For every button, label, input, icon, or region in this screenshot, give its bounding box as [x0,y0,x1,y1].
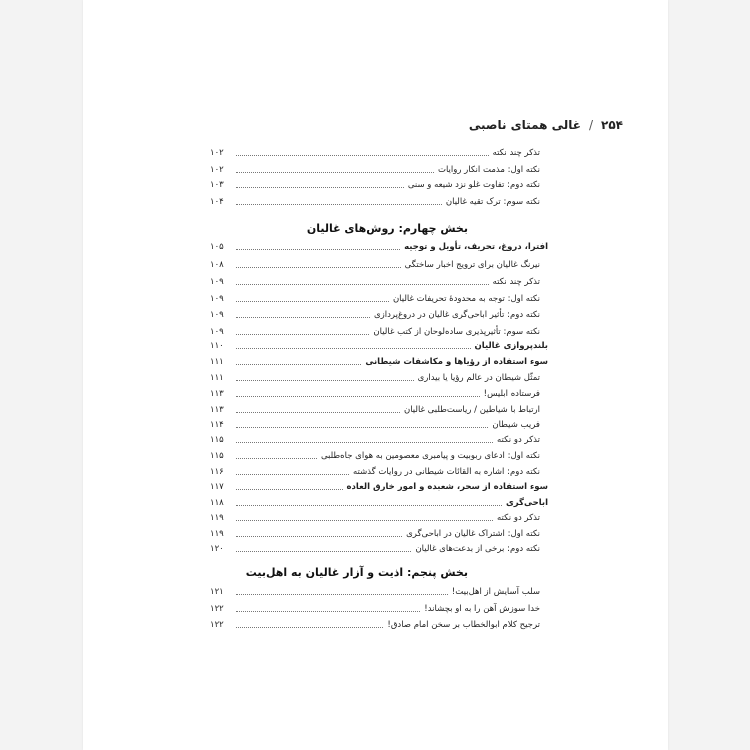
dot-leader [236,441,493,443]
header-separator: / [588,118,594,132]
toc-entry-page: ۱۰۹ [210,277,224,287]
toc-entry-title: نکته اول: مذمت انکار روایات [437,165,540,175]
toc-entry-page: ۱۰۵ [210,242,224,252]
toc-entry-title: خدا سوزش آهن را به او بچشاند! [424,604,540,614]
toc-entry-title: نکته اول: توجه به محدودۀ تحریفات غالیان [392,294,540,304]
toc-entry-page: ۱۲۲ [210,604,224,614]
toc-entry[interactable] [210,496,548,510]
toc-entry-title: تمثّل شیطان در عالم رؤیا یا بیداری [417,373,540,383]
toc-entry[interactable] [210,403,540,417]
book-title: غالی همتای ناصبی [468,118,581,132]
toc-entry[interactable] [210,178,540,192]
toc-entry-page: ۱۱۹ [210,513,224,523]
toc-entry-page: ۱۰۹ [210,327,224,337]
toc-entry[interactable] [210,195,540,209]
toc-entry[interactable] [210,511,540,525]
toc-entry[interactable] [210,371,540,385]
toc-entry-page: ۱۱۱ [210,357,224,367]
toc-entry-title: نکته اول: ادعای ربوبیت و پیامبری معصومین به هوای جاه‌طلبی [320,451,540,461]
dot-leader [236,379,414,381]
toc-entry-page: ۱۱۳ [210,405,224,415]
toc-entry-title: تذکر دو نکته [496,435,540,445]
toc-entry[interactable] [210,542,540,556]
toc-entry-page: ۱۲۱ [210,587,224,597]
toc-entry-page: ۱۱۶ [210,467,224,477]
dot-leader [236,593,448,595]
toc-entry-title: فریب شیطان [492,420,540,430]
toc-entry[interactable] [210,433,540,447]
book-page [83,0,668,750]
toc-entry-page: ۱۱۵ [210,435,224,445]
toc-entry-title: تذکر چند نکته [492,148,540,158]
dot-leader [236,473,349,475]
dot-leader [236,248,400,250]
toc-entry[interactable] [210,618,540,632]
toc-entry-title: افترا، دروغ، تحریف، تأویل و توجیه [404,242,548,252]
toc-entry[interactable] [210,258,540,272]
dot-leader [236,411,400,413]
toc-entry-title: نکته دوم: اشاره به القائات شیطانی در روایات گذشته [352,467,540,477]
dot-leader [236,154,489,156]
dot-leader [236,426,488,428]
toc-entry-title: سوء استفاده از رؤیاها و مکاشفات شیطانی [365,357,548,367]
section-title: بخش چهارم: روش‌های غالیان [306,222,468,235]
dot-leader [236,457,317,459]
dot-leader [236,186,404,188]
toc-entry-page: ۱۰۸ [210,260,224,270]
toc-entry-page: ۱۱۹ [210,529,224,539]
toc-entry[interactable] [210,418,540,432]
toc-entry-title: اباحی‌گری [505,498,548,508]
dot-leader [236,266,401,268]
toc-entry[interactable] [210,292,540,306]
toc-entry[interactable] [210,146,540,160]
dot-leader [236,395,480,397]
toc-entry-title: نکته سوم: تأثیرپذیری ساده‌لوحان از کتب غالیان [373,327,540,337]
dot-leader [236,488,343,490]
toc-entry-title: نیرنگ غالیان برای ترویج اخبار ساختگی [404,260,540,270]
toc-entry-page: ۱۲۲ [210,620,224,630]
dot-leader [236,333,369,335]
dot-leader [236,300,389,302]
toc-entry-title: سلب آسایش از اهل‌بیت! [451,587,540,597]
toc-entry-title: سوء استفاده از سحر، شعبده و امور خارق العاده [346,482,548,492]
toc-entry-page: ۱۱۷ [210,482,224,492]
dot-leader [236,203,442,205]
dot-leader [236,519,493,521]
toc-entry-title: ارتباط با شیاطین / ریاست‌طلبی غالیان [403,405,540,415]
toc-entry-title: نکته سوم: ترک تقیه غالیان [445,197,540,207]
toc-entry-page: ۱۱۱ [210,373,224,383]
toc-entry[interactable] [210,240,548,254]
toc-entry-title: فرستاده ابلیس! [483,389,540,399]
toc-entry-page: ۱۲۰ [210,544,224,554]
toc-entry[interactable] [210,325,540,339]
toc-entry-page: ۱۰۲ [210,148,224,158]
toc-entry-page: ۱۰۹ [210,310,224,320]
toc-entry[interactable] [210,527,540,541]
toc-entry-page: ۱۰۹ [210,294,224,304]
dot-leader [236,610,420,612]
dot-leader [236,316,370,318]
toc-entry[interactable] [210,355,548,369]
toc-entry-title: نکته اول: اشتراک غالیان در اباحی‌گری [406,529,540,539]
dot-leader [236,504,502,506]
toc-entry[interactable] [210,275,540,289]
toc-entry-page: ۱۱۸ [210,498,224,508]
toc-entry[interactable] [210,602,540,616]
dot-leader [236,283,489,285]
toc-entry[interactable] [210,465,540,479]
dot-leader [236,347,471,349]
toc-entry[interactable] [210,387,540,401]
section-title: بخش پنجم: اذیت و آزار غالیان به اهل‌بیت [245,566,468,579]
dot-leader [236,171,434,173]
toc-entry-page: ۱۱۵ [210,451,224,461]
toc-entry-title: تذکر چند نکته [492,277,540,287]
dot-leader [236,626,383,628]
toc-entry-title: نکته دوم: تفاوت غلو نزد شیعه و سنی [407,180,540,190]
page-number: ۲۵۴ [601,118,623,132]
toc-entry-title: نکته دوم: برخی از بدعت‌های غالیان [415,544,540,554]
toc-entry-page: ۱۰۴ [210,197,224,207]
toc-content [83,0,668,750]
toc-entry-page: ۱۱۳ [210,389,224,399]
toc-entry-page: ۱۰۲ [210,165,224,175]
toc-entry[interactable] [210,308,540,322]
toc-entry[interactable] [210,163,540,177]
toc-entry[interactable] [210,585,540,599]
toc-entry[interactable] [210,480,548,494]
dot-leader [236,363,361,365]
dot-leader [236,535,402,537]
toc-entry-title: نکته دوم: تأثیر اباحی‌گری غالیان در دروغ‌پردازی [374,310,540,320]
running-header [469,118,623,132]
toc-entry-title: تذکر دو نکته [496,513,540,523]
toc-entry-title: بلندپروازی غالیان [474,341,548,351]
dot-leader [236,550,411,552]
toc-entry-page: ۱۱۴ [210,420,224,430]
toc-entry-page: ۱۱۰ [210,341,224,351]
toc-entry-page: ۱۰۳ [210,180,224,190]
toc-entry[interactable] [210,339,548,353]
toc-entry[interactable] [210,449,540,463]
toc-entry-title: ترجیح کلام ابوالخطاب بر سخن امام صادق! [387,620,540,630]
